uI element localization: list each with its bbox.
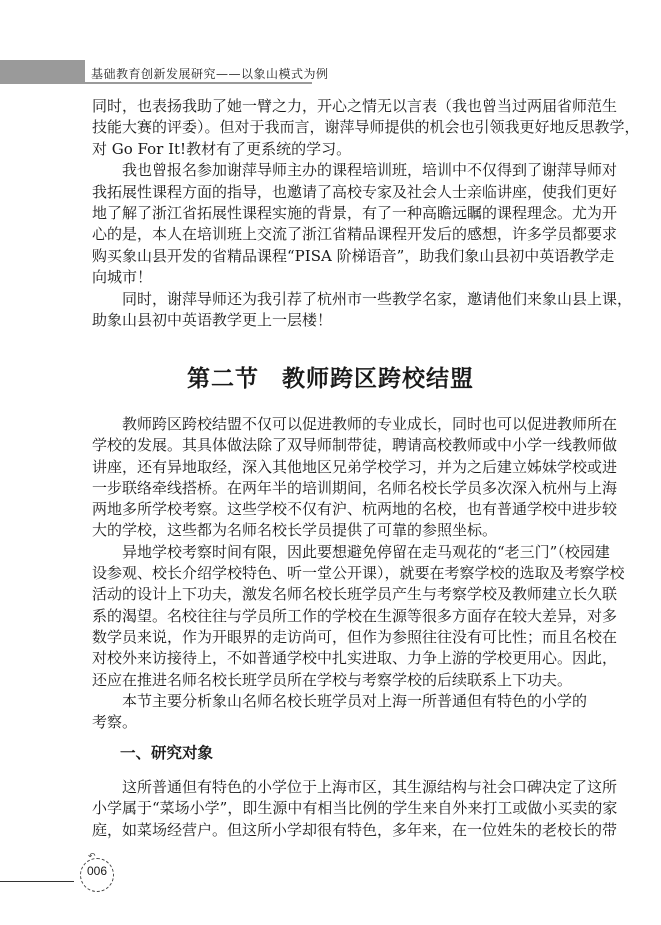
text-line: 购买象山县开发的省精品课程“PISA 阶梯语音”，助我们象山县初中英语教学走: [92, 246, 615, 265]
text-line: 对校外来访接待上，不如普通学校中扎实进取、力争上游的学校更用心。因此，: [92, 649, 618, 668]
text-line: 异地学校考察时间有限，因此要想避免停留在走马观花的“老三门”（校园建: [122, 542, 610, 561]
text-line: 地了解了浙江省拓展性课程实施的背景，有了一种高瞻远瞩的课程理念。尤为开: [92, 203, 618, 222]
text-line: 学校的发展。其具体做法除了双导师制带徒，聘请高校教师或中小学一线教师做: [92, 436, 618, 455]
body-text-top: [92, 96, 640, 331]
running-title: 基础教育创新发展研究——以象山模式为例: [91, 67, 329, 81]
section-title: 第二节 教师跨区跨校结盟: [186, 366, 474, 392]
text-line: 大的学校，这些都为名师名校长学员提供了可靠的参照坐标。: [92, 521, 498, 540]
arrow-icon: ↶: [88, 852, 96, 862]
text-line: 庭，如菜场经营户。但这所小学却很有特色，多年来，在一位姓朱的老校长的带: [92, 820, 618, 839]
text-line: 小学属于“菜场小学”，即生源中有相当比例的学生来自外来打工或做小买卖的家: [92, 799, 618, 818]
text-line: 我拓展性课程方面的指导，也邀请了高校专家及社会人士亲临讲座，使我们更好: [92, 182, 618, 201]
text-line: 教师跨区跨校结盟不仅可以促进教师的专业成长，同时也可以促进教师所在: [122, 415, 618, 433]
text-line: 同时，也表扬我助了她一臂之力，开心之情无以言表（我也曾当过两届省师范生: [92, 97, 618, 115]
text-line: 数学员来说，作为开眼界的走访尚可，但作为参照往往没有可比性；而且名校在: [92, 627, 618, 646]
text-line: 这所普通但有特色的小学位于上海市区，其生源结构与社会口碑决定了这所: [122, 778, 618, 796]
text-line: 向城市！: [92, 268, 153, 287]
text-line: 心的是，本人在培训班上交流了浙江省精品课程开发后的感想，许多学员都要求: [92, 225, 618, 244]
text-line: 还应在推进名师名校长班学员所在学校与考察学校的后续联系上下功夫。: [92, 670, 573, 689]
text-line: 活动的设计上下功夫，激发名师名校长班学员产生与考察学校及教师建立长久联: [92, 585, 618, 604]
text-line: 本节主要分析象山名师名校长班学员对上海一所普通但有特色的小学的: [122, 691, 588, 710]
header-rule: [0, 82, 312, 84]
page-number: 006: [86, 864, 108, 878]
text-line: 一步联络牵线搭桥。在两年半的培训期间，名师名校长学员多次深入杭州与上海: [92, 478, 618, 497]
text-line: 我也曾报名参加谢萍导师主办的课程培训班，培训中不仅得到了谢萍导师对: [122, 161, 618, 180]
body-text-section: [92, 414, 625, 733]
text-line: 设参观、校长介绍学校特色、听一堂公开课），就要在考察学校的选取及考察学校: [92, 564, 625, 583]
text-line: 系的渴望。名校往往与学员所工作的学校在生源等很多方面存在较大差异，对多: [92, 606, 618, 625]
body-text-bottom: [92, 777, 618, 841]
text-line: 两地多所学校考察。这些学校不仅有沪、杭两地的名校，也有普通学校中进步较: [92, 500, 618, 519]
footer-rule: [0, 881, 74, 882]
text-line: 对 Go For It!教材有了更系统的学习。: [92, 139, 352, 158]
text-line: 技能大赛的评委）。但对于我而言，谢萍导师提供的机会也引领我更好地反思教学，: [92, 118, 640, 137]
text-line: 考察。: [92, 713, 138, 732]
text-line: 助象山县初中英语教学更上一层楼！: [92, 310, 333, 329]
subheading: 一、研究对象: [120, 744, 214, 762]
text-line: 同时，谢萍导师还为我引荐了杭州市一些教学名家，邀请他们来象山县上课，: [122, 289, 633, 308]
header-bar: [0, 60, 85, 82]
text-line: 讲座，还有异地取经，深入其他地区兄弟学校学习，并为之后建立姊妹学校或进: [92, 457, 618, 476]
